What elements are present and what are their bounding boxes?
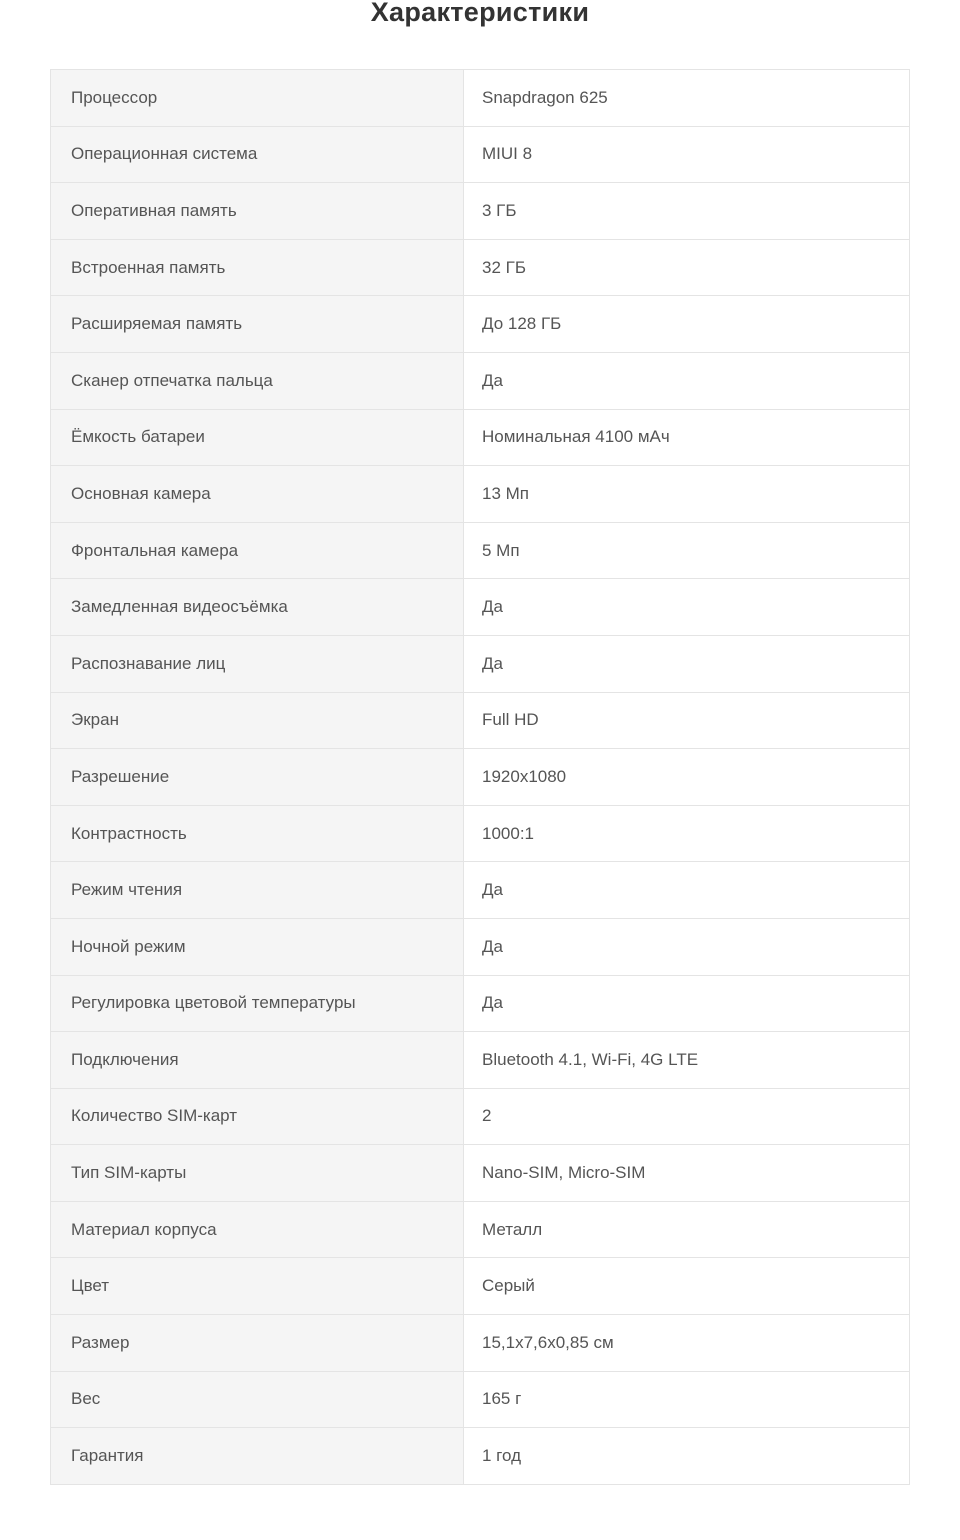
spec-label: Встроенная память bbox=[51, 239, 464, 296]
spec-value: 15,1x7,6x0,85 см bbox=[464, 1315, 910, 1372]
spec-value: До 128 ГБ bbox=[464, 296, 910, 353]
spec-label: Сканер отпечатка пальца bbox=[51, 352, 464, 409]
table-row bbox=[51, 1315, 910, 1372]
spec-value: Nano-SIM, Micro-SIM bbox=[464, 1145, 910, 1202]
spec-label: Замедленная видеосъёмка bbox=[51, 579, 464, 636]
table-row bbox=[51, 918, 910, 975]
table-row bbox=[51, 522, 910, 579]
spec-label: Размер bbox=[51, 1315, 464, 1372]
spec-label: Вес bbox=[51, 1371, 464, 1428]
table-row bbox=[51, 749, 910, 806]
spec-value: Номинальная 4100 мАч bbox=[464, 409, 910, 466]
spec-value: 1 год bbox=[464, 1428, 910, 1485]
table-row bbox=[51, 239, 910, 296]
spec-value: Да bbox=[464, 862, 910, 919]
spec-label: Ёмкость батареи bbox=[51, 409, 464, 466]
spec-label: Ночной режим bbox=[51, 918, 464, 975]
spec-value: 5 Мп bbox=[464, 522, 910, 579]
spec-value: 3 ГБ bbox=[464, 183, 910, 240]
table-row bbox=[51, 1258, 910, 1315]
table-row bbox=[51, 805, 910, 862]
spec-value: 13 Мп bbox=[464, 466, 910, 523]
page-title: Характеристики bbox=[370, 0, 590, 27]
table-row bbox=[51, 1201, 910, 1258]
spec-value: 1000:1 bbox=[464, 805, 910, 862]
spec-label: Оперативная память bbox=[51, 183, 464, 240]
spec-label: Операционная система bbox=[51, 126, 464, 183]
table-row bbox=[51, 975, 910, 1032]
spec-label: Распознавание лиц bbox=[51, 635, 464, 692]
spec-value: Металл bbox=[464, 1201, 910, 1258]
spec-value: 2 bbox=[464, 1088, 910, 1145]
spec-value: Snapdragon 625 bbox=[464, 70, 910, 127]
spec-value: Да bbox=[464, 975, 910, 1032]
table-row bbox=[51, 635, 910, 692]
table-row bbox=[51, 1088, 910, 1145]
spec-label: Количество SIM-карт bbox=[51, 1088, 464, 1145]
table-row bbox=[51, 1371, 910, 1428]
spec-value: 32 ГБ bbox=[464, 239, 910, 296]
table-row bbox=[51, 862, 910, 919]
table-row bbox=[51, 1145, 910, 1202]
spec-label: Экран bbox=[51, 692, 464, 749]
table-row bbox=[51, 1032, 910, 1089]
table-row bbox=[51, 183, 910, 240]
spec-label: Тип SIM-карты bbox=[51, 1145, 464, 1202]
spec-value: Full HD bbox=[464, 692, 910, 749]
spec-label: Контрастность bbox=[51, 805, 464, 862]
spec-label: Процессор bbox=[51, 70, 464, 127]
spec-value: Bluetooth 4.1, Wi-Fi, 4G LTE bbox=[464, 1032, 910, 1089]
table-row bbox=[51, 70, 910, 127]
spec-label: Цвет bbox=[51, 1258, 464, 1315]
table-row bbox=[51, 466, 910, 523]
spec-value: Да bbox=[464, 579, 910, 636]
spec-label: Гарантия bbox=[51, 1428, 464, 1485]
table-row bbox=[51, 352, 910, 409]
table-row bbox=[51, 692, 910, 749]
spec-value: Серый bbox=[464, 1258, 910, 1315]
table-row bbox=[51, 409, 910, 466]
spec-value: MIUI 8 bbox=[464, 126, 910, 183]
spec-label: Разрешение bbox=[51, 749, 464, 806]
spec-value: 165 г bbox=[464, 1371, 910, 1428]
spec-value: Да bbox=[464, 635, 910, 692]
spec-value: Да bbox=[464, 918, 910, 975]
table-row bbox=[51, 126, 910, 183]
spec-value: Да bbox=[464, 352, 910, 409]
spec-label: Регулировка цветовой температуры bbox=[51, 975, 464, 1032]
table-row bbox=[51, 1428, 910, 1485]
spec-label: Материал корпуса bbox=[51, 1201, 464, 1258]
spec-label: Режим чтения bbox=[51, 862, 464, 919]
spec-label: Основная камера bbox=[51, 466, 464, 523]
spec-label: Подключения bbox=[51, 1032, 464, 1089]
specifications-table-body bbox=[51, 70, 910, 1485]
spec-value: 1920x1080 bbox=[464, 749, 910, 806]
table-row bbox=[51, 296, 910, 353]
spec-label: Фронтальная камера bbox=[51, 522, 464, 579]
specifications-table bbox=[50, 69, 910, 1485]
table-row bbox=[51, 579, 910, 636]
spec-label: Расширяемая память bbox=[51, 296, 464, 353]
